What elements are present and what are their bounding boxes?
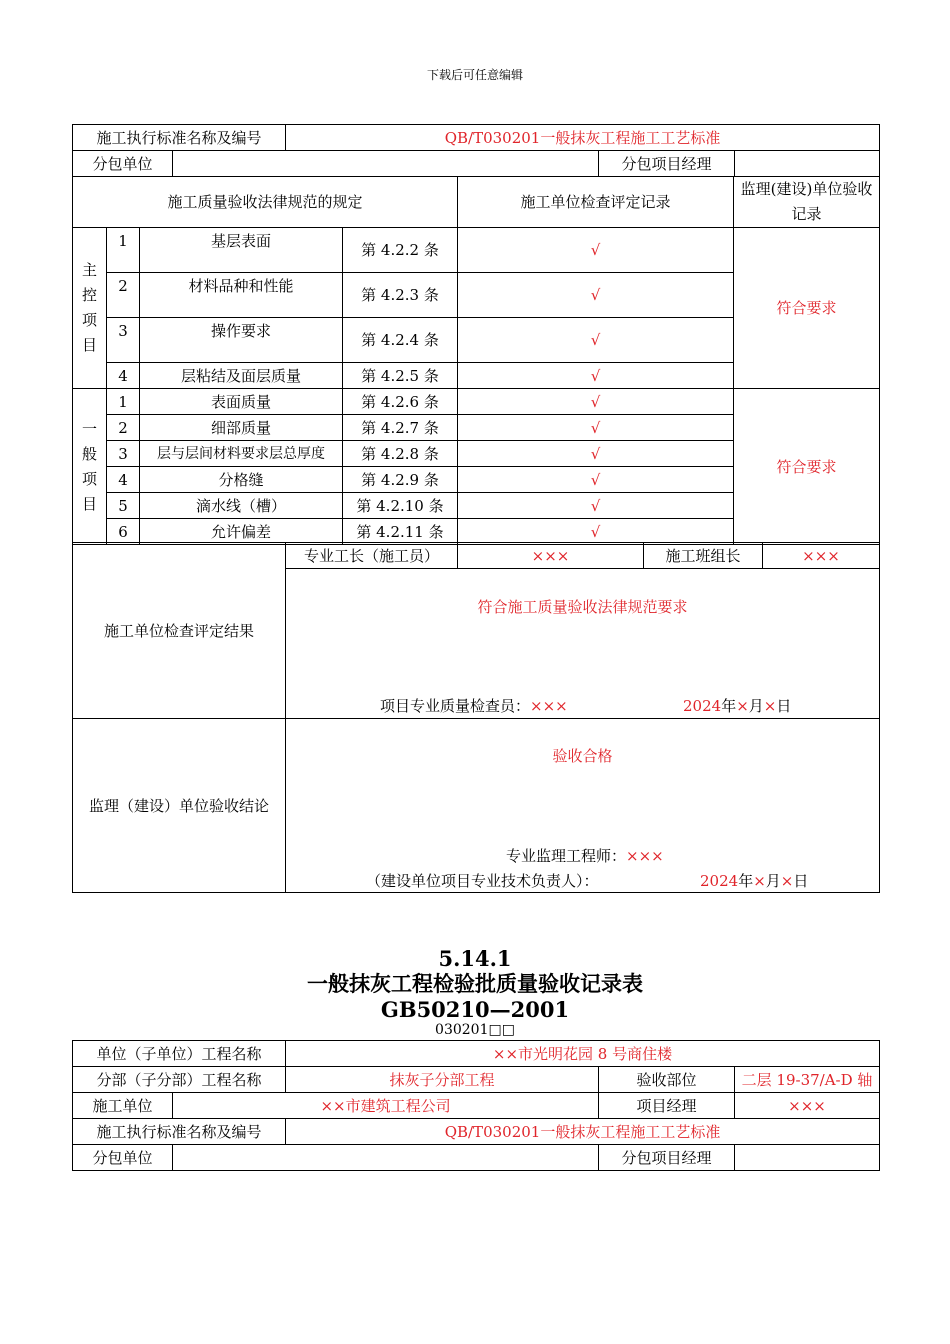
inspection-part-label: 验收部位	[599, 1067, 735, 1093]
contractor-label: 施工单位	[73, 1093, 173, 1119]
item-no: 2	[107, 273, 140, 318]
contractor-value: ××市建筑工程公司	[173, 1093, 599, 1119]
project-manager-value: ×××	[735, 1093, 880, 1119]
sub-unit-value	[173, 151, 599, 177]
owner-label: （建设单位项目专业技术负责人）：	[366, 872, 599, 890]
item-no: 3	[107, 441, 140, 467]
sub-manager-label: 分包项目经理	[599, 151, 735, 177]
item-clause: 第 4.2.4 条	[343, 318, 458, 363]
check-result-text: 符合施工质量验收法律规范要求	[477, 598, 688, 616]
std-label: 施工执行标准名称及编号	[73, 1119, 286, 1145]
item-name: 操作要求	[140, 318, 343, 363]
col-header-spec: 施工质量验收法律规范的规定	[73, 177, 458, 228]
date-day: ×	[780, 872, 794, 890]
item-clause: 第 4.2.9 条	[343, 467, 458, 493]
item-name: 允许偏差	[140, 519, 343, 545]
project-name-value: ××市光明花园 8 号商住楼	[286, 1041, 880, 1067]
foreman-label: 专业工长（施工员）	[286, 543, 458, 569]
date-unit-year: 年	[721, 697, 737, 715]
team-leader-label: 施工班组长	[644, 543, 763, 569]
item-clause: 第 4.2.7 条	[343, 415, 458, 441]
supervision-date	[700, 871, 808, 891]
division-label: 分部（子分部）工程名称	[73, 1067, 286, 1093]
engineer-line	[506, 846, 664, 866]
main-item-row	[73, 228, 880, 273]
form-standard: GB50210—2001	[380, 997, 570, 1022]
std-value: QB/T030201一般抹灰工程施工工艺标准	[286, 1119, 880, 1145]
form-title: 一般抹灰工程检验批质量验收记录表	[307, 971, 643, 996]
item-mark: √	[458, 467, 734, 493]
item-no: 1	[107, 228, 140, 273]
division-value: 抹灰子分部工程	[286, 1067, 599, 1093]
general-group-label: 一般项目	[73, 389, 107, 545]
col-header-supervision: 监理(建设)单位验收记录	[734, 177, 880, 228]
general-item-row	[73, 389, 880, 415]
item-name: 层与层间材料要求层总厚度	[140, 441, 343, 467]
general-supervision-result: 符合要求	[734, 389, 880, 545]
item-mark: √	[458, 519, 734, 545]
supervision-conclusion-cell	[286, 719, 880, 893]
sub-manager-label: 分包项目经理	[599, 1145, 735, 1171]
inspection-items-table	[72, 176, 880, 545]
item-mark: √	[458, 318, 734, 363]
project-name-label: 单位（子单位）工程名称	[73, 1041, 286, 1067]
foreman-value: ×××	[458, 543, 644, 569]
item-mark: √	[458, 363, 734, 389]
item-no: 4	[107, 467, 140, 493]
date-month: ×	[736, 697, 749, 715]
sub-unit-label: 分包单位	[73, 151, 173, 177]
team-leader-value: ×××	[763, 543, 880, 569]
item-name: 表面质量	[140, 389, 343, 415]
check-result-cell	[286, 569, 880, 719]
results-table	[72, 542, 880, 893]
item-clause: 第 4.2.10 条	[343, 493, 458, 519]
item-no: 4	[107, 363, 140, 389]
date-unit-year: 年	[738, 872, 754, 890]
form-code: 030201□□	[435, 1022, 515, 1038]
item-name: 层粘结及面层质量	[140, 363, 343, 389]
item-mark: √	[458, 389, 734, 415]
col-header-check: 施工单位检查评定记录	[458, 177, 734, 228]
inspection-part-value: 二层 19-37/A-D 轴	[735, 1067, 880, 1093]
check-result-date	[683, 696, 791, 716]
date-unit-month: 月	[748, 697, 764, 715]
item-mark: √	[458, 493, 734, 519]
inspector-value: ×××	[530, 697, 568, 715]
top-header-table	[72, 124, 880, 177]
item-no: 5	[107, 493, 140, 519]
item-clause: 第 4.2.5 条	[343, 363, 458, 389]
item-name: 材料品种和性能	[140, 273, 343, 318]
item-clause: 第 4.2.6 条	[343, 389, 458, 415]
main-supervision-result: 符合要求	[734, 228, 880, 389]
item-clause: 第 4.2.2 条	[343, 228, 458, 273]
inspector-label: 项目专业质量检查员：	[380, 697, 531, 715]
item-name: 细部质量	[140, 415, 343, 441]
item-mark: √	[458, 228, 734, 273]
project-manager-label: 项目经理	[599, 1093, 735, 1119]
sub-manager-value	[735, 151, 880, 177]
item-no: 3	[107, 318, 140, 363]
item-mark: √	[458, 415, 734, 441]
date-year: 2024	[683, 697, 722, 715]
sub-manager-value	[735, 1145, 880, 1171]
second-form-table	[72, 1040, 880, 1171]
date-unit-day: 日	[776, 697, 792, 715]
inspector-line	[380, 696, 568, 716]
sub-unit-value	[173, 1145, 599, 1171]
item-no: 6	[107, 519, 140, 545]
supervision-conclusion-label: 监理（建设）单位验收结论	[73, 719, 286, 893]
item-no: 1	[107, 389, 140, 415]
date-month: ×	[753, 872, 766, 890]
date-unit-month: 月	[765, 872, 781, 890]
form-number: 5.14.1	[438, 946, 512, 971]
item-clause: 第 4.2.11 条	[343, 519, 458, 545]
std-value: QB/T030201一般抹灰工程施工工艺标准	[286, 125, 880, 151]
check-result-label: 施工单位检查评定结果	[73, 543, 286, 719]
item-name: 滴水线（槽）	[140, 493, 343, 519]
item-mark: √	[458, 273, 734, 318]
item-clause: 第 4.2.8 条	[343, 441, 458, 467]
item-no: 2	[107, 415, 140, 441]
item-name: 分格缝	[140, 467, 343, 493]
item-clause: 第 4.2.3 条	[343, 273, 458, 318]
sub-unit-label: 分包单位	[73, 1145, 173, 1171]
item-name: 基层表面	[140, 228, 343, 273]
supervision-conclusion-text: 验收合格	[552, 747, 613, 765]
engineer-value: ×××	[626, 847, 664, 865]
date-year: 2024	[700, 872, 739, 890]
date-unit-day: 日	[793, 872, 809, 890]
main-group-label: 主控项目	[73, 228, 107, 389]
date-day: ×	[763, 697, 777, 715]
std-label: 施工执行标准名称及编号	[73, 125, 286, 151]
header-note: 下载后可任意编辑	[426, 68, 523, 82]
engineer-label: 专业监理工程师：	[506, 847, 627, 865]
item-mark: √	[458, 441, 734, 467]
